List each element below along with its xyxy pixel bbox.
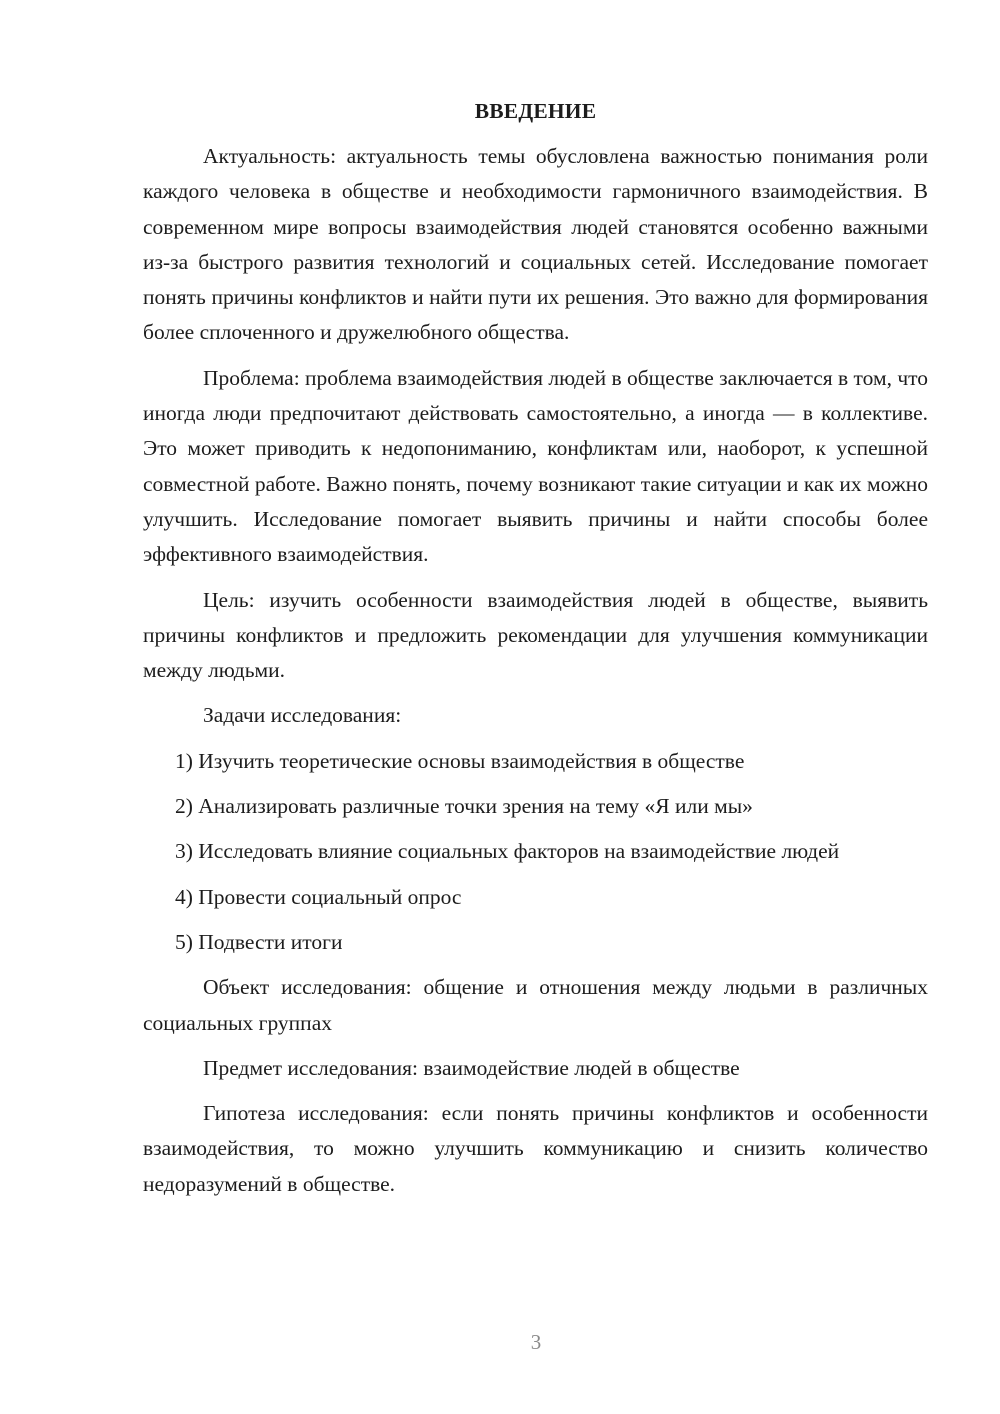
subject-paragraph: Предмет исследования: взаимодействие людей в обществе (203, 1055, 740, 1080)
problem-paragraph: Проблема: проблема взаимодействия людей в обществе заключается в том, что иногда люди предпочитают действовать самостоятельно, а иногда — в коллективе. Это может приводить к недопониманию, конфликтам или, наоборот, к успешной совместной работе. Важно понять, почему возникают такие ситуации и как их можно улучшить. Исследование помогает выявить причины и найти способы более эффективного взаимодействия. (143, 365, 929, 567)
hypothesis-paragraph: Гипотеза исследования: если понять причины конфликтов и особенности взаимодействия, то можно улучшить коммуникацию и снизить количество недоразумений в обществе. (143, 1101, 928, 1196)
task-item-5: 5) Подвести итоги (175, 929, 343, 954)
task-item-4: 4) Провести социальный опрос (175, 884, 462, 909)
document-page (143, 94, 928, 1212)
page-number: 3 (530, 1330, 542, 1354)
task-item-2: 2) Анализировать различные точки зрения на тему «Я или мы» (175, 794, 753, 819)
section-title: ВВЕДЕНИЕ (474, 99, 597, 123)
object-paragraph: Объект исследования: общение и отношения между людьми в различных социальных группах (143, 975, 928, 1035)
goal-paragraph: Цель: изучить особенности взаимодействия людей в обществе, выявить причины конфликтов и предложить рекомендации для улучшения коммуникации между людьми. (143, 587, 928, 683)
task-item-1: 1) Изучить теоретические основы взаимодействия в обществе (175, 748, 745, 773)
task-item-3: 3) Исследовать влияние социальных факторов на взаимодействие людей (175, 839, 840, 864)
relevance-paragraph: Актуальность: актуальность темы обусловлена важностью понимания роли каждого человека в обществе и необходимости гармоничного взаимодействия. В современном мире вопросы взаимодействия людей становятся особенно важными из-за быстрого развития технологий и социальных сетей. Исследование помогает понять причины конфликтов и найти пути их решения. Это важно для формирования более сплоченного и дружелюбного общества. (143, 144, 928, 345)
tasks-heading: Задачи исследования: (203, 703, 402, 728)
